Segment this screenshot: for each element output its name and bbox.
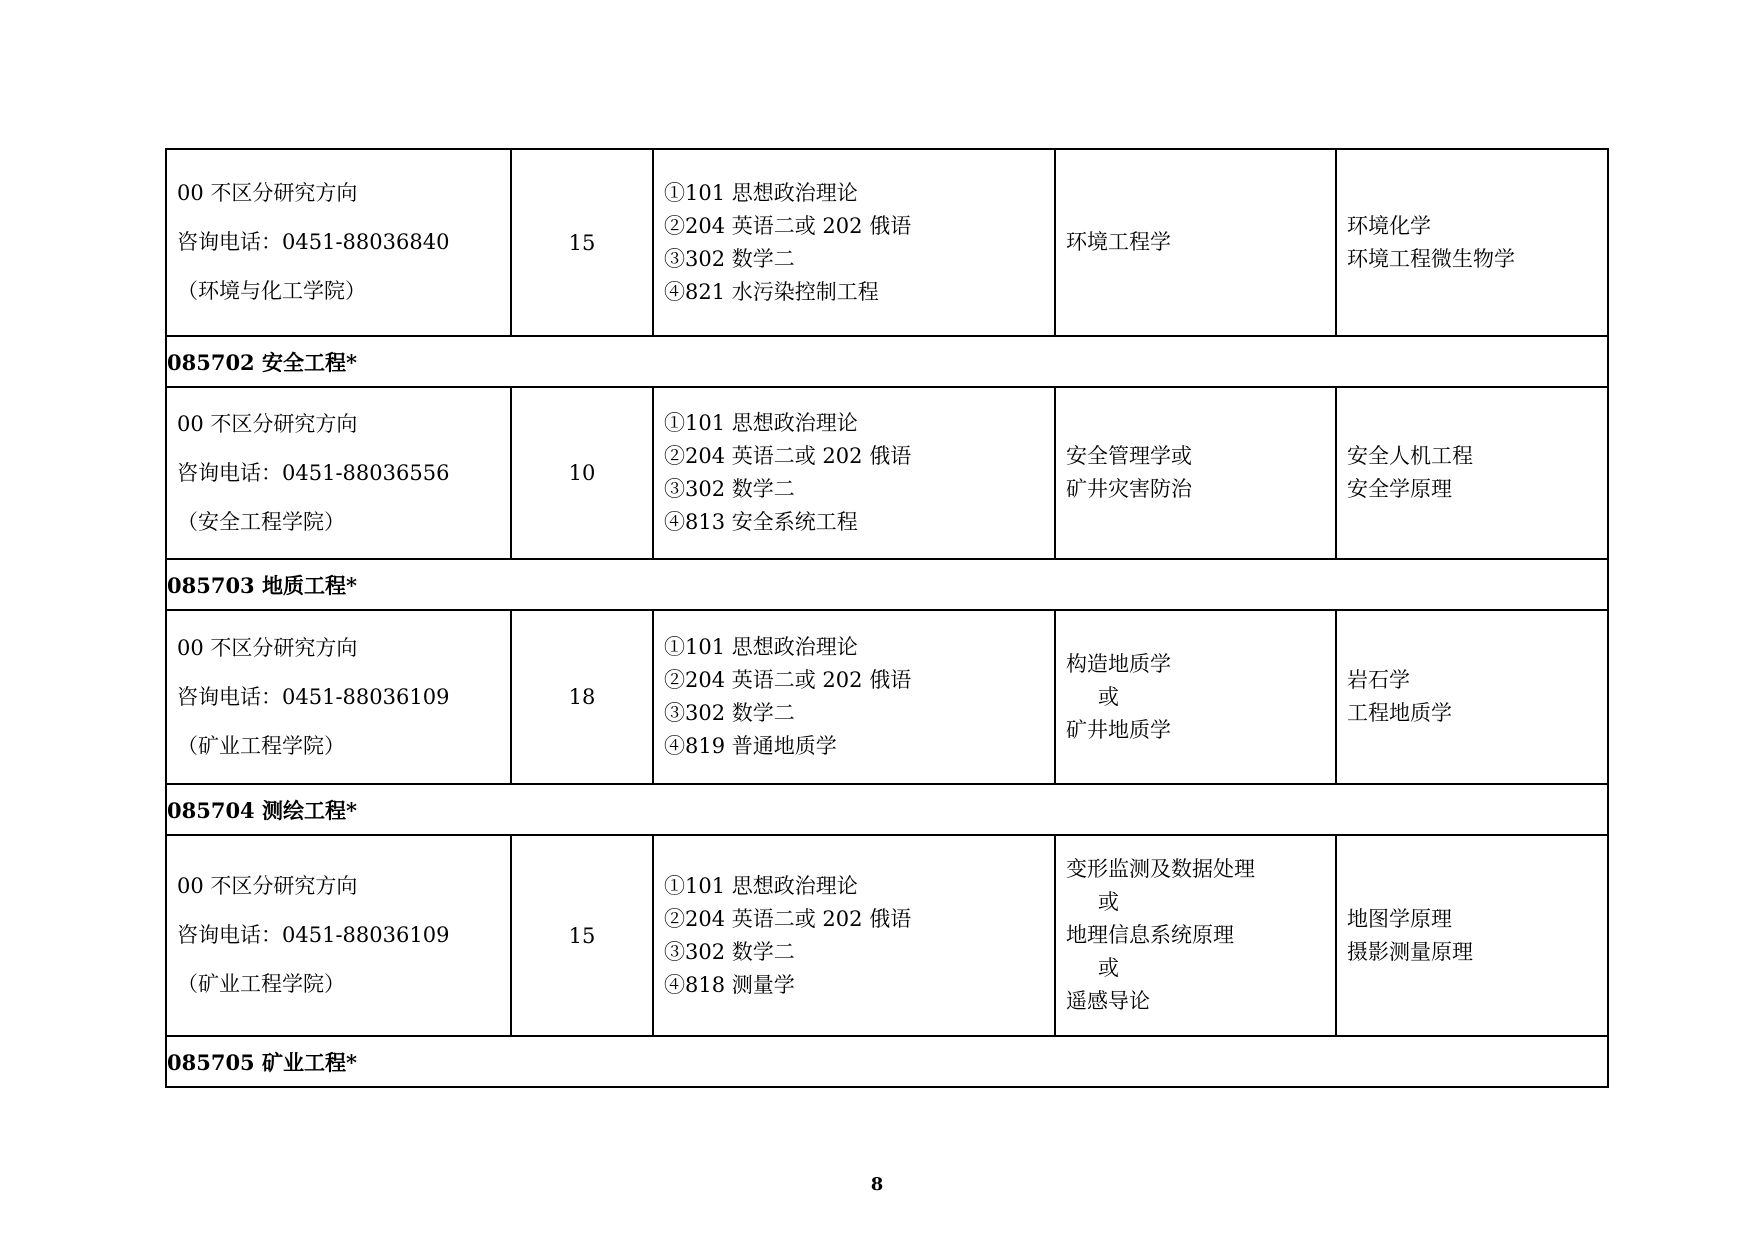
section-header-row <box>166 1036 1608 1087</box>
exam-subject: ②204 英语二或 202 俄语 <box>664 444 912 468</box>
additional-subject: 安全人机工程 <box>1347 444 1473 468</box>
section-header: 085703 地质工程* <box>166 559 1608 610</box>
phone-text: 咨询电话：0451-88036556 <box>177 460 450 485</box>
direction-text: 00 不区分研究方向 <box>177 411 358 436</box>
exam-subjects-cell <box>653 149 1055 336</box>
direction-text: 00 不区分研究方向 <box>177 635 358 660</box>
direction-cell <box>166 835 511 1036</box>
additional-subject: 工程地质学 <box>1347 701 1452 725</box>
enrollment-count: 18 <box>511 610 653 784</box>
additional-subject: 岩石学 <box>1347 668 1410 692</box>
exam-subject: ①101 思想政治理论 <box>664 411 858 435</box>
page-number: 8 <box>870 1174 884 1195</box>
department-text: （环境与化工学院） <box>177 279 366 303</box>
exam-subject: ①101 思想政治理论 <box>664 873 858 898</box>
exam-subjects-cell <box>653 835 1055 1036</box>
direction-text: 00 不区分研究方向 <box>177 874 358 898</box>
section-header: 085705 矿业工程* <box>166 1036 1608 1087</box>
table-row <box>166 387 1608 559</box>
section-header-row <box>166 784 1608 835</box>
additional-subject: 安全学原理 <box>1347 477 1452 501</box>
additional-subject: 摄影测量原理 <box>1347 939 1473 964</box>
additional-subject: 环境化学 <box>1347 213 1431 238</box>
exam-subjects-cell <box>653 610 1055 784</box>
retest-subject: 构造地质学 <box>1066 651 1171 676</box>
direction-cell <box>166 387 511 559</box>
section-header-row <box>166 559 1608 610</box>
additional-subjects-cell <box>1336 610 1608 784</box>
exam-subject: ②204 英语二或 202 俄语 <box>664 906 912 931</box>
exam-subject: ②204 英语二或 202 俄语 <box>664 213 912 238</box>
retest-subject: 矿井地质学 <box>1066 717 1171 742</box>
retest-subjects-cell <box>1055 835 1336 1036</box>
additional-subject: 地图学原理 <box>1347 906 1452 931</box>
exam-subject: ④819 普通地质学 <box>664 734 837 758</box>
retest-or-connector: 或 <box>1098 890 1119 914</box>
department-text: （矿业工程学院） <box>177 733 345 758</box>
exam-subject: ④821 水污染控制工程 <box>664 279 879 304</box>
additional-subjects-cell <box>1336 149 1608 336</box>
department-text: （安全工程学院） <box>177 509 345 534</box>
enrollment-count: 15 <box>511 835 653 1036</box>
retest-subject: 矿井灾害防治 <box>1066 477 1192 501</box>
retest-subject: 安全管理学或 <box>1066 444 1192 468</box>
department-text: （矿业工程学院） <box>177 972 345 996</box>
exam-subject: ③302 数学二 <box>664 939 795 964</box>
phone-text: 咨询电话：0451-88036109 <box>177 684 450 709</box>
exam-subject: ①101 思想政治理论 <box>664 635 858 659</box>
exam-subject: ④818 测量学 <box>664 972 795 997</box>
enrollment-count: 10 <box>511 387 653 559</box>
direction-cell <box>166 610 511 784</box>
retest-subject: 环境工程学 <box>1066 230 1171 254</box>
retest-or-connector: 或 <box>1098 956 1119 980</box>
table-row <box>166 835 1608 1036</box>
phone-text: 咨询电话：0451-88036840 <box>177 230 450 254</box>
exam-subject: ③302 数学二 <box>664 701 795 725</box>
exam-subject: ②204 英语二或 202 俄语 <box>664 668 912 692</box>
section-header-row <box>166 336 1608 387</box>
direction-text: 00 不区分研究方向 <box>177 181 358 205</box>
phone-text: 咨询电话：0451-88036109 <box>177 923 450 947</box>
section-header: 085704 测绘工程* <box>166 784 1608 835</box>
enrollment-count: 15 <box>511 149 653 336</box>
exam-subject: ③302 数学二 <box>664 246 795 271</box>
additional-subjects-cell <box>1336 835 1608 1036</box>
exam-subject: ①101 思想政治理论 <box>664 180 858 205</box>
additional-subject: 环境工程微生物学 <box>1347 246 1515 271</box>
retest-or-connector: 或 <box>1098 684 1119 709</box>
table-row <box>166 610 1608 784</box>
retest-subject: 变形监测及数据处理 <box>1066 857 1255 881</box>
section-header: 085702 安全工程* <box>166 336 1608 387</box>
retest-subjects-cell <box>1055 387 1336 559</box>
additional-subjects-cell <box>1336 387 1608 559</box>
admissions-table <box>165 148 1609 1088</box>
retest-subject: 遥感导论 <box>1066 989 1150 1013</box>
retest-subjects-cell <box>1055 610 1336 784</box>
exam-subject: ③302 数学二 <box>664 477 795 501</box>
retest-subjects-cell <box>1055 149 1336 336</box>
table-row <box>166 149 1608 336</box>
retest-subject: 地理信息系统原理 <box>1066 923 1234 947</box>
direction-cell <box>166 149 511 336</box>
exam-subjects-cell <box>653 387 1055 559</box>
exam-subject: ④813 安全系统工程 <box>664 510 858 534</box>
